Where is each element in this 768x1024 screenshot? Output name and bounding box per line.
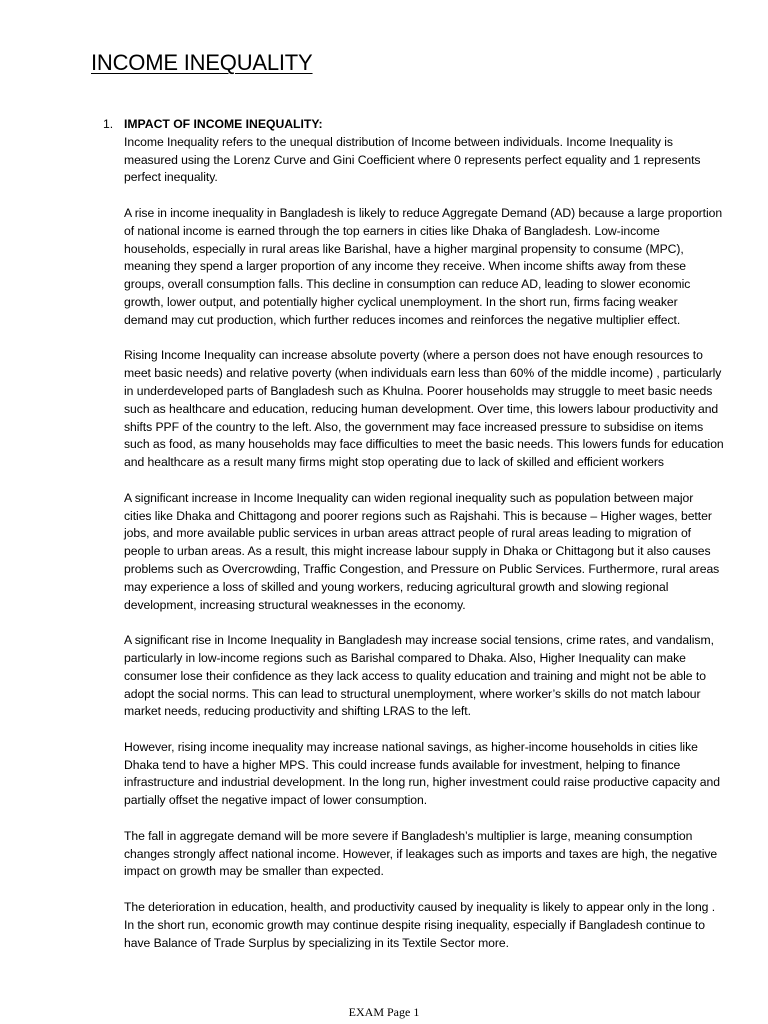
paragraph-long-run: The deterioration in education, health, and productivity caused by inequality is likely to appear only in the long . In the short run, economic growth may continue despite rising inequality, especially if Bangladesh continue to have Balance of Trade Surplus by specializing in its Textile Sector more.: [124, 900, 716, 950]
paragraph-national-savings: However, rising income inequality may increase national savings, as higher-income households in cities like Dhaka tend to have a higher MPS. This could increase funds available for investment, helping to finance infrastructure and industrial development. In the long run, higher investment could raise productive capacity and partially offset the negative impact of lower consumption.: [124, 739, 720, 808]
section-body: [124, 116, 724, 970]
document-title: INCOME INEQUALITY: [91, 50, 313, 75]
paragraph-poverty: Rising Income Inequality can increase absolute poverty (where a person does not have enough resources to meet basic needs) and relative poverty (when individuals earn less than 60% of the middle income) , particularly in underdeveloped parts of Bangladesh such as Khulna. Poorer households may struggle to meet basic needs such as healthcare and education, reducing human development. Over time, this lowers labour productivity and shifts PPF of the country to the left. Also, the government may face increased pressure to subsidise on items such as food, as many households may face difficulties to meet the basic needs. This lowers funds for education and healthcare as a result many firms might stop operating due to lack of skilled and efficient workers: [124, 348, 724, 470]
section-heading: IMPACT OF INCOME INEQUALITY:: [124, 117, 323, 131]
paragraph-multiplier: The fall in aggregate demand will be more severe if Bangladesh’s multiplier is large, meaning consumption changes strongly affect national income. However, if leakages such as imports and taxes are high, the negative impact on growth may be smaller than expected.: [124, 828, 718, 879]
paragraph-regional-inequality: A significant increase in Income Inequality can widen regional inequality such as population between major cities like Dhaka and Chittagong and poorer regions such as Rajshahi. This is because – Higher wages, better jobs, and more available public services in urban areas attract people of rural areas leading to migration of people to urban areas. As a result, this might increase labour supply in Dhaka or Chittagong but it also causes problems such as Overcrowding, Traffic Congestion, and Pressure on Public Services. Furthermore, rural areas may experience a loss of skilled and young workers, reducing agricultural growth and slowing regional development, increasing structural weaknesses in the economy.: [124, 490, 720, 612]
paragraph-definition: Income Inequality refers to the unequal distribution of Income between individuals. Income Inequality is measured using the Lorenz Curve and Gini Coefficient where 0 represents perfect equality and 1 represents perfect inequality.: [124, 134, 701, 185]
page-footer: EXAM Page 1: [348, 1005, 420, 1019]
paragraph-social-tensions: A significant rise in Income Inequality in Bangladesh may increase social tensions, crime rates, and vandalism, particularly in low-income regions such as Barishal compared to Dhaka. Also, Higher Inequality can make consumer lose their confidence as they lack access to quality education and training and might not be able to adopt the social norms. This can lead to structural unemployment, where worker’s skills do not match labour market needs, reducing productivity and shifting LRAS to the left.: [124, 633, 714, 719]
section-number: 1.: [103, 117, 114, 131]
paragraph-aggregate-demand: A rise in income inequality in Bangladesh is likely to reduce Aggregate Demand (AD) because a large proportion of national income is earned through the top earners in cities like Dhaka of Bangladesh. Low-income households, especially in rural areas like Barishal, have a higher marginal propensity to consume (MPC), meaning they spend a larger proportion of any income they receive. When income shifts away from these groups, overall consumption falls. This decline in consumption can reduce AD, leading to slower economic growth, lower output, and potentially higher cyclical unemployment. In the short run, firms facing weaker demand may cut production, which further reduces incomes and reinforces the negative multiplier effect.: [124, 205, 723, 327]
